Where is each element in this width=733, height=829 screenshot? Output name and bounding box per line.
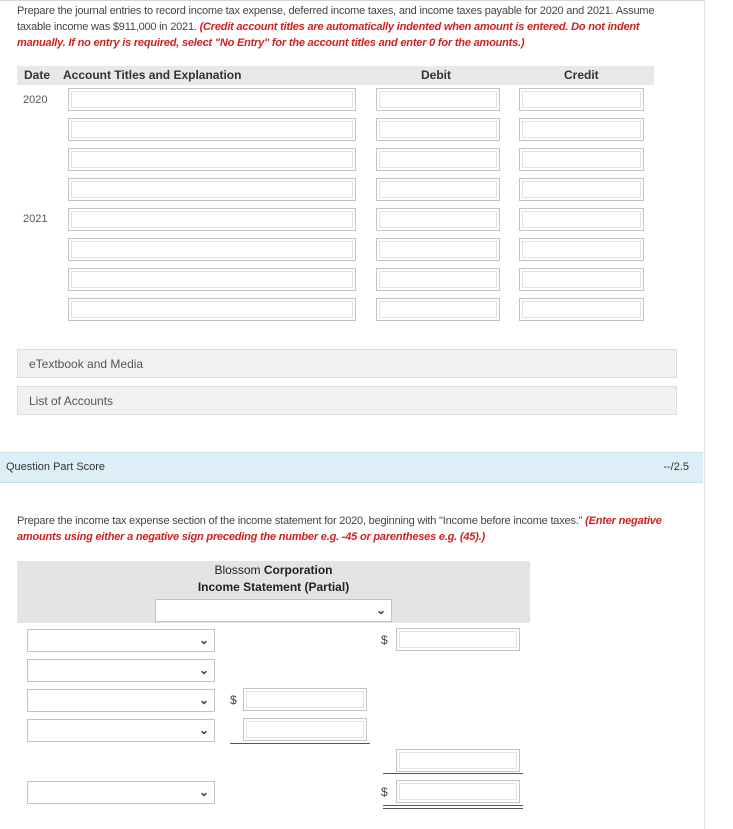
credit-input-8[interactable] [519,298,644,321]
account-title-input-1[interactable] [68,88,356,111]
line-item-select-3[interactable] [27,689,215,712]
list-of-accounts-panel[interactable] [17,386,677,415]
credit-input-5[interactable] [519,208,644,231]
chevron-down-icon: ⌄ [198,723,209,737]
account-title-input-3[interactable] [68,148,356,171]
period-select[interactable] [155,599,392,622]
line-item-select-1[interactable] [27,629,215,652]
debit-column-header: Debit [421,68,451,82]
amount-input-2[interactable] [243,688,367,711]
statement-title: Income Statement (Partial) [197,580,350,594]
journal-instruction-text: Prepare the journal entries to record income tax expense, deferred income taxes, and income taxes payable for 2020 and 2021. Assume taxable income was $911,000 in 2021. [17,5,655,33]
net-income-double-underline-1 [383,805,523,806]
account-title-input-7[interactable] [68,268,356,291]
company-name: Blossom [214,563,261,577]
credit-column-header: Credit [564,68,599,82]
account-title-input-4[interactable] [68,178,356,201]
income-statement-instruction-note: (Enter negative amounts using either a negative sign preceding the number e.g. -45 or parentheses e.g. (45).) [17,515,662,543]
dollar-sign: $ [230,693,237,707]
chevron-down-icon: ⌄ [198,633,209,647]
account-column-header: Account Titles and Explanation [63,68,242,82]
etextbook-media-panel[interactable] [17,349,677,378]
date-column-header: Date [24,68,51,82]
list-of-accounts-label: List of Accounts [29,394,114,408]
account-title-input-2[interactable] [68,118,356,141]
amount-input-3[interactable] [243,718,367,741]
debit-input-5[interactable] [376,208,500,231]
credit-input-4[interactable] [519,178,644,201]
dollar-sign: $ [381,785,388,799]
chevron-down-icon: ⌄ [198,693,209,707]
account-title-input-8[interactable] [68,298,356,321]
net-income-double-underline-2 [383,808,523,809]
credit-input-7[interactable] [519,268,644,291]
company-suffix: Corporation [263,563,333,577]
company-name-line [17,563,530,577]
debit-input-6[interactable] [376,238,500,261]
score-value: --/2.5 [663,461,689,473]
journal-instructions [17,3,687,51]
credit-input-1[interactable] [519,88,644,111]
dollar-sign: $ [381,633,388,647]
year-label-2021: 2021 [23,213,48,225]
right-panel-border [704,0,705,829]
debit-input-7[interactable] [376,268,500,291]
account-title-input-6[interactable] [68,238,356,261]
debit-input-8[interactable] [376,298,500,321]
credit-input-2[interactable] [519,118,644,141]
income-statement-instructions [17,513,687,545]
amount-input-5[interactable] [396,780,520,803]
credit-input-6[interactable] [519,238,644,261]
chevron-down-icon: ⌄ [375,603,386,617]
etextbook-media-label: eTextbook and Media [29,357,144,371]
question-part-score-bar [0,452,703,483]
score-label: Question Part Score [6,461,106,473]
year-label-2020: 2020 [23,94,48,106]
income-statement-instruction-text: Prepare the income tax expense section of the income statement for 2020, beginning with "Income before income taxes." [17,515,583,527]
journal-table-header [17,66,654,85]
subtotal-underline [230,743,370,744]
line-item-select-5[interactable] [27,781,215,804]
debit-input-3[interactable] [376,148,500,171]
chevron-down-icon: ⌄ [198,785,209,799]
journal-instruction-note: (Credit account titles are automatically indented when amount is entered. Do not indent manually. If no entry is required, select "No Entry" for the account titles and enter 0 for the amounts.) [17,21,640,49]
chevron-down-icon: ⌄ [198,663,209,677]
debit-input-1[interactable] [376,88,500,111]
account-title-input-5[interactable] [68,208,356,231]
debit-input-4[interactable] [376,178,500,201]
amount-input-4[interactable] [396,749,520,772]
credit-input-3[interactable] [519,148,644,171]
amount-input-1[interactable] [396,628,520,651]
line-item-select-2[interactable] [27,659,215,682]
line-item-select-4[interactable] [27,719,215,742]
total-underline [383,773,523,774]
debit-input-2[interactable] [376,118,500,141]
